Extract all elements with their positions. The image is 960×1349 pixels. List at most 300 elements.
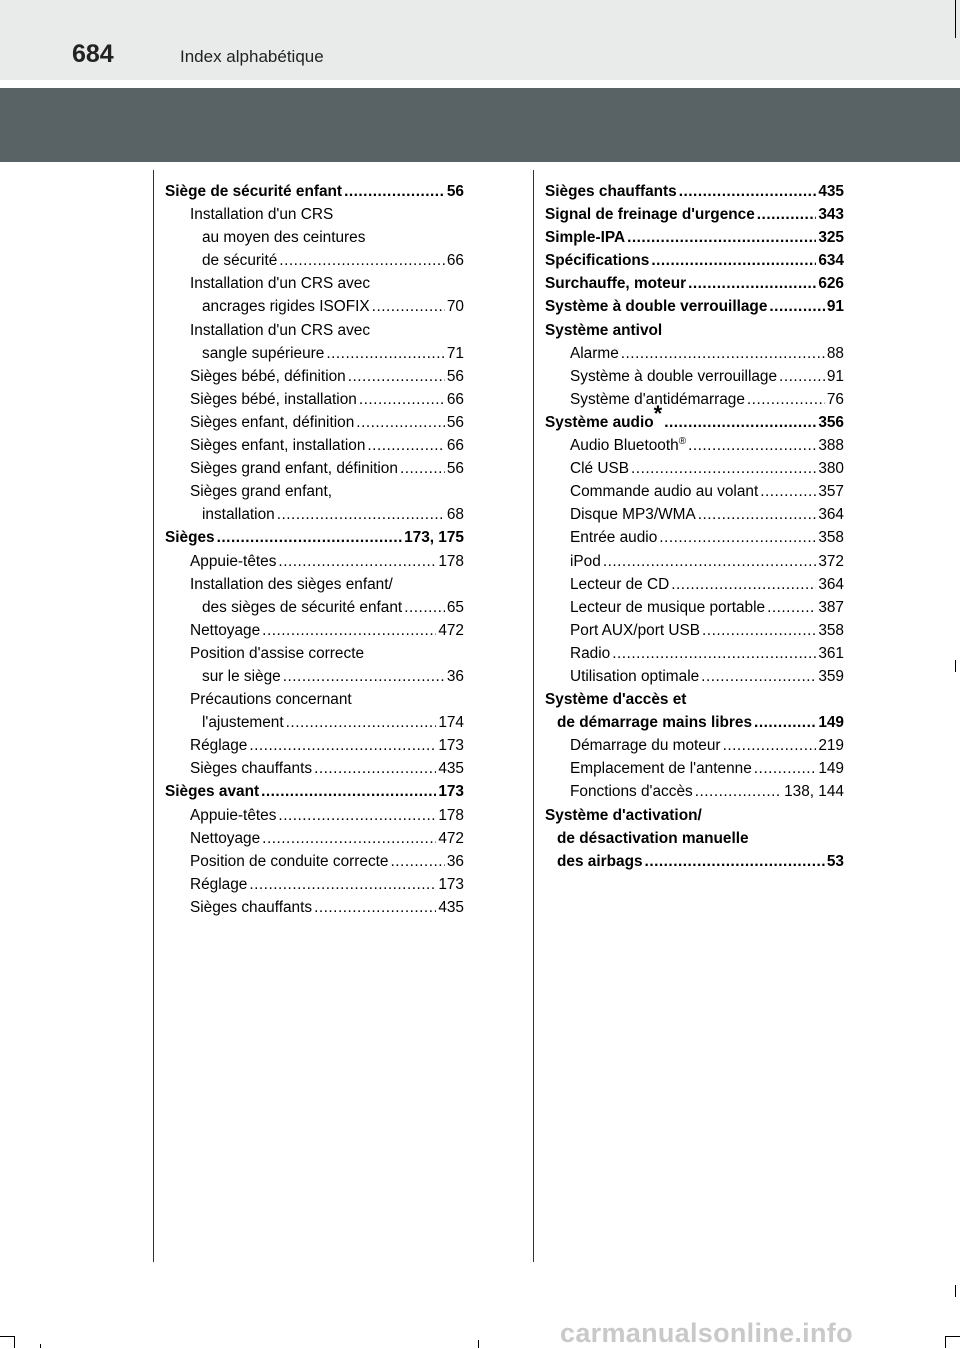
index-entry-text: Sièges chauffants bbox=[190, 898, 313, 916]
index-entry-label bbox=[557, 711, 752, 734]
index-entry bbox=[165, 596, 464, 619]
index-entry-page[interactable]: 68 bbox=[446, 506, 464, 524]
index-entry bbox=[545, 757, 844, 780]
index-entry-text: au moyen des ceintures bbox=[202, 229, 366, 247]
index-entry-text: Système à double verrouillage bbox=[545, 298, 768, 316]
index-entry-label bbox=[202, 249, 277, 272]
index-entry-label bbox=[190, 272, 370, 295]
index-entry-text: Spécifications bbox=[545, 252, 650, 270]
index-entry-label bbox=[570, 619, 700, 642]
index-entry-text: Audio Bluetooth bbox=[570, 437, 679, 455]
index-entry-text: Fonctions d'accès bbox=[570, 783, 693, 801]
dot-leader bbox=[283, 665, 445, 688]
index-entry-label bbox=[545, 688, 686, 711]
index-entry-label bbox=[190, 827, 260, 850]
dot-leader bbox=[760, 480, 816, 503]
index-entry-text: Nettoyage bbox=[190, 829, 261, 847]
index-entry-label bbox=[190, 434, 365, 457]
dot-leader bbox=[769, 295, 824, 318]
dot-leader bbox=[767, 596, 816, 619]
index-entry-text: Installation d'un CRS avec bbox=[190, 275, 371, 293]
index-entry bbox=[545, 503, 844, 526]
dot-leader bbox=[367, 434, 444, 457]
index-entry-text: Lecteur de musique portable bbox=[570, 598, 766, 616]
dot-leader bbox=[698, 503, 817, 526]
index-entry-text: Sièges grand enfant, définition bbox=[190, 460, 398, 478]
dot-leader bbox=[344, 180, 445, 203]
index-entry-page[interactable]: 174 bbox=[438, 714, 464, 732]
index-entry-page[interactable]: 472 bbox=[438, 621, 464, 639]
index-entry-label bbox=[190, 873, 247, 896]
index-entry-text: de désactivation manuelle bbox=[557, 829, 749, 847]
index-entry bbox=[545, 642, 844, 665]
index-entry-text: Sièges grand enfant, bbox=[190, 483, 333, 501]
index-entry-page[interactable]: 65 bbox=[446, 598, 464, 616]
index-entry-page[interactable]: 178 bbox=[438, 806, 464, 824]
index-entry-text: Appuie-têtes bbox=[190, 552, 277, 570]
index-entry-label bbox=[570, 573, 669, 596]
dot-leader bbox=[279, 249, 445, 272]
index-entry-text: Réglage bbox=[190, 875, 248, 893]
crop-mark bbox=[955, 660, 956, 672]
header-dark-band bbox=[0, 88, 960, 162]
index-entry-text: Commande audio au volant bbox=[570, 483, 759, 501]
index-entry-label bbox=[570, 434, 686, 457]
index-entry-label bbox=[190, 203, 333, 226]
index-entry-page[interactable]: 388 bbox=[818, 437, 844, 455]
index-entry-text: Entrée audio bbox=[570, 529, 658, 547]
index-entry-label bbox=[190, 642, 364, 665]
index-entry-text: des airbags bbox=[557, 852, 643, 870]
index-entry-page[interactable]: 173, 175 bbox=[404, 529, 464, 547]
index-entry-label bbox=[190, 850, 389, 873]
index-entry-text: de démarrage mains libres bbox=[557, 714, 753, 732]
index-entry bbox=[545, 434, 844, 457]
index-entry-label bbox=[545, 272, 686, 295]
index-entry bbox=[165, 434, 464, 457]
index-entry-label bbox=[190, 411, 354, 434]
index-entry-text: Système audio bbox=[545, 413, 654, 431]
dot-leader bbox=[627, 226, 816, 249]
index-entry-text: Système d'accès et bbox=[545, 691, 687, 709]
index-entry bbox=[165, 457, 464, 480]
index-entry bbox=[545, 180, 844, 203]
index-entry bbox=[165, 226, 464, 249]
section-title: Index alphabétique bbox=[180, 47, 324, 66]
index-entry-label bbox=[570, 365, 777, 388]
index-entry bbox=[165, 688, 464, 711]
index-entry-text: Système à double verrouillage bbox=[570, 367, 778, 385]
index-entry-text: Nettoyage bbox=[190, 621, 261, 639]
dot-leader bbox=[262, 619, 436, 642]
index-entry-text: Sièges enfant, définition bbox=[190, 413, 355, 431]
index-entry-label bbox=[190, 319, 370, 342]
dot-leader bbox=[645, 850, 825, 873]
index-entry-label bbox=[570, 596, 765, 619]
index-entry bbox=[165, 550, 464, 573]
dot-leader bbox=[651, 249, 816, 272]
left-column-rule bbox=[153, 170, 154, 1262]
registered-mark: ® bbox=[678, 435, 687, 447]
index-entry-page[interactable]: 66 bbox=[446, 390, 464, 408]
index-entry-label bbox=[190, 550, 276, 573]
index-entry-label bbox=[545, 804, 702, 827]
index-entry bbox=[165, 780, 464, 803]
index-entry-text: Disque MP3/WMA bbox=[570, 506, 696, 524]
index-entry-text: Précautions concernant bbox=[190, 691, 352, 709]
index-entry-label bbox=[202, 665, 281, 688]
index-entry-label bbox=[202, 295, 370, 318]
index-entry-text: Sièges bbox=[165, 529, 215, 547]
dot-leader bbox=[278, 550, 436, 573]
dot-leader bbox=[679, 180, 817, 203]
index-entry-page[interactable]: 626 bbox=[818, 275, 844, 293]
index-entry bbox=[545, 400, 844, 434]
crop-mark bbox=[945, 1336, 946, 1348]
dot-leader bbox=[348, 365, 445, 388]
dot-leader bbox=[688, 434, 816, 457]
dot-leader bbox=[701, 665, 816, 688]
index-entry-label bbox=[202, 596, 402, 619]
index-entry-text: Système antivol bbox=[545, 321, 663, 339]
index-entry-text: Emplacement de l'antenne bbox=[570, 760, 752, 778]
index-entry-page[interactable]: 343 bbox=[818, 206, 844, 224]
index-entry-page[interactable]: 66 bbox=[446, 252, 464, 270]
index-entry-page[interactable]: 361 bbox=[818, 644, 844, 662]
dot-leader bbox=[631, 457, 816, 480]
crop-mark bbox=[0, 1336, 14, 1337]
crop-mark bbox=[945, 1336, 960, 1337]
index-entry-label bbox=[190, 688, 352, 711]
dot-leader bbox=[702, 619, 816, 642]
index-entry bbox=[545, 711, 844, 734]
index-entry bbox=[165, 272, 464, 295]
index-entry-text: Clé USB bbox=[570, 460, 630, 478]
index-entry bbox=[165, 411, 464, 434]
index-entry-text: Installation d'un CRS bbox=[190, 206, 334, 224]
index-entry-text: Sièges avant bbox=[165, 783, 260, 801]
index-entry bbox=[165, 480, 464, 503]
dot-leader bbox=[754, 711, 816, 734]
index-entry bbox=[545, 203, 844, 226]
index-entry-label bbox=[190, 457, 398, 480]
index-entry-text: Signal de freinage d'urgence bbox=[545, 206, 755, 224]
index-entry bbox=[545, 573, 844, 596]
index-entry bbox=[545, 249, 844, 272]
index-entry-page[interactable]: 149 bbox=[818, 760, 844, 778]
index-entry bbox=[545, 342, 844, 365]
index-entry-page[interactable]: 56 bbox=[446, 367, 464, 385]
index-entry-label bbox=[190, 388, 357, 411]
index-entry-text: Réglage bbox=[190, 737, 248, 755]
dot-leader bbox=[314, 896, 436, 919]
index-entry bbox=[545, 734, 844, 757]
index-entry-page[interactable]: 138, 144 bbox=[784, 783, 844, 801]
dot-leader bbox=[664, 411, 816, 434]
index-entry bbox=[165, 526, 464, 549]
index-entry bbox=[165, 734, 464, 757]
index-entry-page[interactable]: 76 bbox=[826, 390, 844, 408]
index-entry bbox=[545, 457, 844, 480]
crop-mark bbox=[955, 1285, 956, 1297]
index-entry-text: sur le siège bbox=[202, 667, 281, 685]
dot-leader bbox=[217, 526, 402, 549]
index-entry-label bbox=[570, 550, 601, 573]
index-entry-page[interactable]: 364 bbox=[818, 575, 844, 593]
index-entry-label bbox=[570, 457, 629, 480]
index-entry bbox=[165, 342, 464, 365]
index-entry-text: Installation d'un CRS avec bbox=[190, 321, 371, 339]
crop-mark bbox=[478, 1340, 479, 1348]
index-entry bbox=[165, 249, 464, 272]
footnote-star: * bbox=[653, 400, 663, 426]
index-entry-text: Radio bbox=[570, 644, 611, 662]
index-entry-page[interactable]: 88 bbox=[826, 344, 844, 362]
index-entry-page[interactable]: 634 bbox=[818, 252, 844, 270]
index-entry-text: Position de conduite correcte bbox=[190, 852, 389, 870]
dot-leader bbox=[249, 873, 436, 896]
dot-leader bbox=[286, 711, 437, 734]
index-entry bbox=[545, 804, 844, 827]
dot-leader bbox=[278, 804, 436, 827]
index-entry-label bbox=[570, 503, 696, 526]
index-entry bbox=[545, 226, 844, 249]
index-entry-text: Sièges chauffants bbox=[545, 183, 677, 200]
index-entry bbox=[165, 757, 464, 780]
index-entry-page[interactable]: 357 bbox=[818, 483, 844, 501]
index-entry bbox=[545, 388, 844, 411]
crop-mark bbox=[14, 1336, 15, 1348]
crop-mark bbox=[955, 0, 956, 38]
index-entry-page[interactable]: 325 bbox=[818, 229, 844, 247]
index-entry-label bbox=[570, 757, 752, 780]
page-number: 684 bbox=[72, 40, 114, 68]
index-entry bbox=[165, 619, 464, 642]
index-entry-page[interactable]: 53 bbox=[826, 852, 844, 870]
index-entry-text: Utilisation optimale bbox=[570, 667, 700, 685]
dot-leader bbox=[659, 526, 816, 549]
index-entry-label bbox=[190, 757, 312, 780]
index-entry-label bbox=[570, 734, 721, 757]
dot-leader bbox=[326, 342, 445, 365]
index-entry-page[interactable]: 91 bbox=[826, 298, 844, 316]
dot-leader bbox=[277, 503, 445, 526]
index-entry bbox=[545, 365, 844, 388]
index-entry-page[interactable]: 359 bbox=[818, 667, 844, 685]
dot-leader bbox=[391, 850, 445, 873]
index-entry bbox=[545, 272, 844, 295]
index-entry-label bbox=[165, 526, 215, 549]
dot-leader bbox=[356, 411, 445, 434]
index-entry-text: iPod bbox=[570, 552, 601, 570]
index-entry-page[interactable]: 36 bbox=[446, 852, 464, 870]
index-left-column bbox=[165, 180, 464, 919]
index-entry-page[interactable]: 36 bbox=[446, 667, 464, 685]
index-entry bbox=[545, 850, 844, 873]
index-entry-page[interactable]: 178 bbox=[438, 552, 464, 570]
index-entry-text: Siège de sécurité enfant bbox=[165, 183, 343, 200]
dot-leader bbox=[359, 388, 445, 411]
index-entry-label bbox=[557, 827, 749, 850]
middle-column-rule bbox=[533, 170, 534, 1262]
dot-leader bbox=[314, 757, 436, 780]
index-entry-page[interactable]: 173 bbox=[438, 875, 464, 893]
index-entry-text: de sécurité bbox=[202, 252, 278, 270]
index-entry-text: des sièges de sécurité enfant bbox=[202, 598, 403, 616]
dot-leader bbox=[695, 780, 782, 803]
index-entry-text: ancrages rigides ISOFIX bbox=[202, 298, 370, 316]
index-entry-page[interactable]: 173 bbox=[438, 783, 464, 801]
index-entry-page[interactable]: 358 bbox=[818, 529, 844, 547]
index-entry bbox=[165, 388, 464, 411]
index-entry bbox=[165, 365, 464, 388]
index-entry bbox=[165, 804, 464, 827]
index-entry bbox=[545, 827, 844, 850]
index-entry-label bbox=[570, 780, 693, 803]
index-entry-page[interactable]: 66 bbox=[446, 437, 464, 455]
index-entry-label bbox=[190, 619, 260, 642]
index-entry-label bbox=[545, 203, 755, 226]
index-entry-text: Démarrage du moteur bbox=[570, 737, 721, 755]
index-entry bbox=[165, 503, 464, 526]
index-entry-label bbox=[190, 480, 332, 503]
index-entry bbox=[545, 688, 844, 711]
index-entry-label bbox=[190, 896, 312, 919]
index-entry-text: Alarme bbox=[570, 344, 619, 362]
index-entry-page[interactable]: 149 bbox=[818, 714, 844, 732]
index-entry bbox=[545, 550, 844, 573]
index-entry-label bbox=[545, 295, 767, 318]
dot-leader bbox=[612, 642, 816, 665]
index-entry-text: Appuie-têtes bbox=[190, 806, 277, 824]
dot-leader bbox=[621, 342, 825, 365]
dot-leader bbox=[372, 295, 445, 318]
index-entry-text: Surchauffe, moteur bbox=[545, 275, 687, 293]
dot-leader bbox=[747, 388, 825, 411]
dot-leader bbox=[779, 365, 825, 388]
dot-leader bbox=[671, 573, 816, 596]
index-entry-page[interactable]: 56 bbox=[446, 413, 464, 431]
index-entry-label bbox=[545, 249, 649, 272]
index-entry-page[interactable]: 364 bbox=[818, 506, 844, 524]
index-entry bbox=[165, 180, 464, 203]
index-entry bbox=[545, 596, 844, 619]
dot-leader bbox=[261, 780, 436, 803]
index-entry-label bbox=[545, 319, 662, 342]
index-entry bbox=[165, 850, 464, 873]
index-entry-label bbox=[202, 503, 275, 526]
index-entry-page[interactable]: 70 bbox=[446, 298, 464, 316]
index-entry bbox=[165, 642, 464, 665]
dot-leader bbox=[249, 734, 436, 757]
index-entry-text: Lecteur de CD bbox=[570, 575, 670, 593]
index-entry-label bbox=[202, 711, 284, 734]
index-entry-page[interactable]: 56 bbox=[446, 183, 464, 200]
index-entry-label bbox=[202, 226, 365, 249]
index-entry-page[interactable]: 435 bbox=[438, 760, 464, 778]
index-entry-page[interactable]: 435 bbox=[818, 183, 844, 200]
index-entry bbox=[545, 665, 844, 688]
index-entry-label bbox=[570, 480, 758, 503]
index-entry-label bbox=[545, 400, 663, 434]
index-entry-text: sangle supérieure bbox=[202, 344, 325, 362]
index-entry-page[interactable]: 173 bbox=[438, 737, 464, 755]
index-entry-label bbox=[165, 780, 259, 803]
index-entry bbox=[545, 319, 844, 342]
index-entry bbox=[545, 619, 844, 642]
index-entry-page[interactable]: 91 bbox=[826, 367, 844, 385]
dot-leader bbox=[262, 827, 436, 850]
index-entry bbox=[165, 319, 464, 342]
dot-leader bbox=[603, 550, 817, 573]
index-entry-text: Sièges chauffants bbox=[190, 760, 313, 778]
index-entry-label bbox=[570, 665, 699, 688]
index-entry-label bbox=[190, 734, 247, 757]
index-entry-page[interactable]: 472 bbox=[438, 829, 464, 847]
index-entry bbox=[165, 896, 464, 919]
index-entry bbox=[545, 480, 844, 503]
index-entry bbox=[165, 873, 464, 896]
dot-leader bbox=[404, 596, 445, 619]
index-entry-text: l'ajustement bbox=[202, 714, 284, 732]
index-entry-page[interactable]: 358 bbox=[818, 621, 844, 639]
index-entry-label bbox=[570, 526, 657, 549]
dot-leader bbox=[688, 272, 816, 295]
index-entry-page[interactable]: 372 bbox=[818, 552, 844, 570]
index-entry bbox=[165, 665, 464, 688]
index-entry-text: Système d'activation/ bbox=[545, 806, 702, 824]
index-entry bbox=[545, 295, 844, 318]
index-entry-page[interactable]: 56 bbox=[446, 460, 464, 478]
index-entry-label bbox=[190, 804, 276, 827]
index-entry-text: Port AUX/port USB bbox=[570, 621, 701, 639]
index-entry-label bbox=[190, 573, 393, 596]
index-entry-label bbox=[190, 365, 346, 388]
index-entry-page[interactable]: 387 bbox=[818, 598, 844, 616]
index-entry-text: Sièges bébé, installation bbox=[190, 390, 357, 408]
index-entry bbox=[165, 573, 464, 596]
index-entry-page[interactable]: 435 bbox=[438, 898, 464, 916]
index-entry bbox=[165, 827, 464, 850]
dot-leader bbox=[723, 734, 817, 757]
index-entry bbox=[165, 295, 464, 318]
index-entry-page[interactable]: 356 bbox=[818, 413, 844, 431]
index-entry-text: Sièges enfant, installation bbox=[190, 437, 366, 455]
index-entry-label bbox=[545, 226, 625, 249]
index-entry bbox=[545, 526, 844, 549]
index-entry-label bbox=[570, 642, 610, 665]
index-entry-label bbox=[165, 180, 342, 203]
header-band bbox=[0, 0, 960, 80]
index-entry-text: Position d'assise correcte bbox=[190, 644, 365, 662]
footer-watermark: carmanualsonline.info bbox=[560, 1318, 853, 1348]
index-entry-text: Simple-IPA bbox=[545, 229, 626, 247]
dot-leader bbox=[757, 203, 817, 226]
index-entry-label bbox=[202, 342, 324, 365]
index-entry-label bbox=[545, 180, 677, 203]
index-entry-text: Installation des sièges enfant/ bbox=[190, 575, 393, 593]
index-entry bbox=[165, 711, 464, 734]
index-entry-page[interactable]: 219 bbox=[818, 737, 844, 755]
dot-leader bbox=[754, 757, 817, 780]
index-entry bbox=[545, 780, 844, 803]
index-entry-text: Sièges bébé, définition bbox=[190, 367, 346, 385]
index-entry-page[interactable]: 380 bbox=[818, 460, 844, 478]
index-entry-page[interactable]: 71 bbox=[446, 344, 464, 362]
crop-mark bbox=[40, 1344, 41, 1348]
index-entry-label bbox=[570, 342, 619, 365]
dot-leader bbox=[400, 457, 445, 480]
